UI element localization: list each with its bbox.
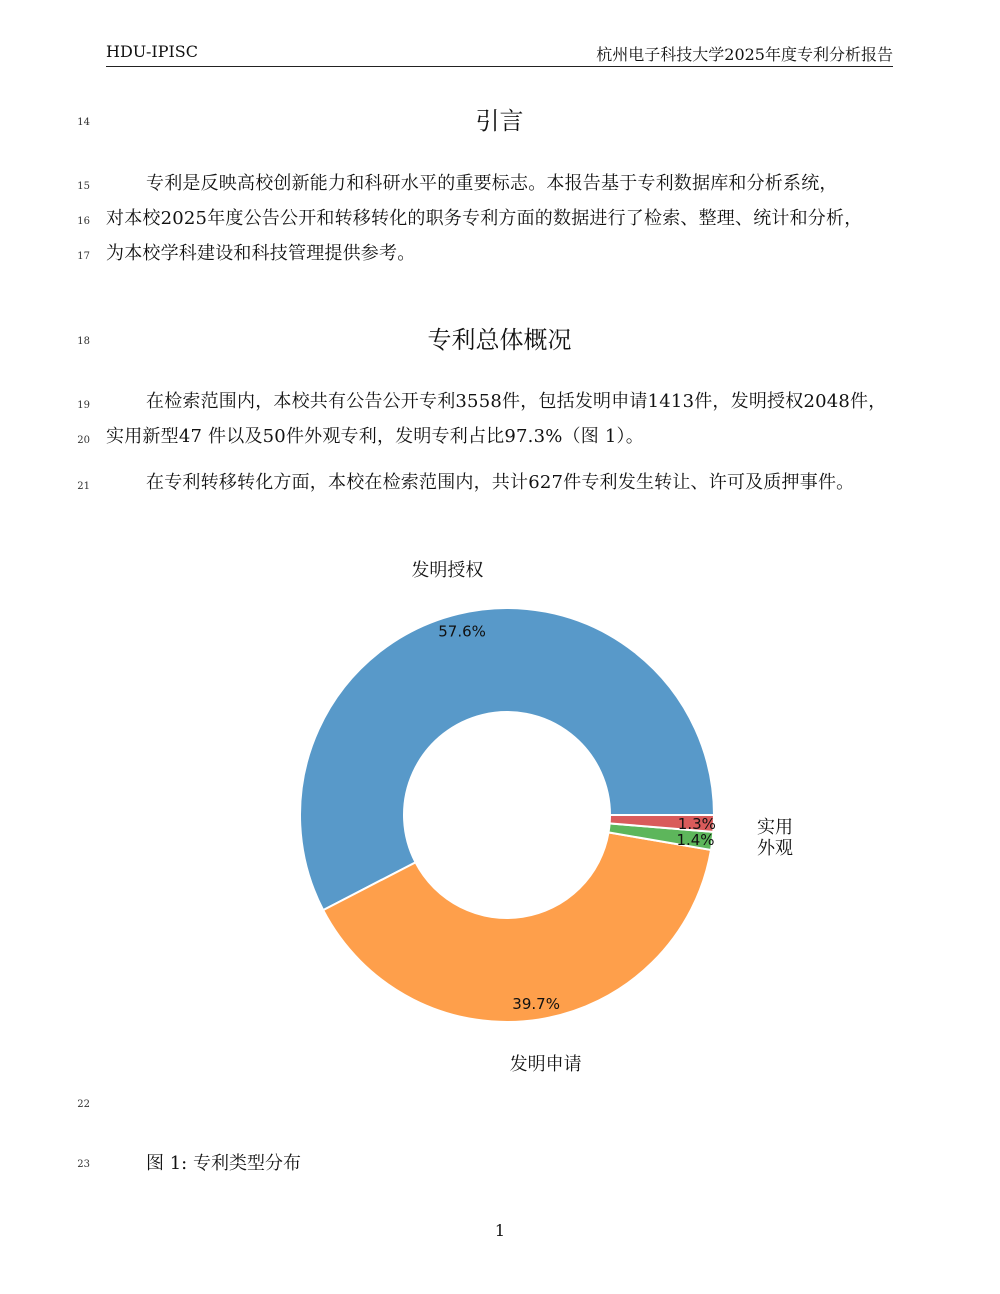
figure-caption: 图 1: 专利类型分布 [146,1153,301,1174]
header-rule [106,66,893,67]
line-number: 22 [77,1099,90,1110]
page-number: 1 [494,1221,506,1240]
utility-model-term: 实用新型 [106,426,179,447]
category-label: 发明授权 [411,560,484,582]
section-title-overview: 专利总体概况 [427,326,572,354]
percent-label: 1.3% [677,814,716,833]
category-label: 实用 [757,817,793,838]
line-number: 14 [77,117,90,128]
line-number: 15 [77,181,90,192]
overview-paragraph-1: 在检索范围内，本校共有公告公开专利3558件，包括发明申请1413件，发明授权2048件， 实用新型47 件以及50件外观专利，发明专利占比97.3%（图 1）。 [106,391,887,447]
percent-label: 57.6% [438,622,486,641]
header-left-text: HDU-IPISC [106,42,198,61]
line-number: 17 [77,251,90,262]
intro-line-2: 对本校2025年度公告公开和转移转化的职务专利方面的数据进行了检索、整理、统计和分析， [106,208,863,229]
overview-paragraph-2: 在专利转移转化方面，本校在检索范围内，共计627件专利发生转让、许可及质押事件。 [146,472,855,493]
line-number: 18 [77,336,90,347]
intro-line-3: 为本校学科建设和科技管理提供参考。 [106,243,416,264]
header-right-text: 杭州电子科技大学2025年度专利分析报告 [596,45,893,64]
section-title-intro: 引言 [475,107,524,135]
patent-type-donut-chart [0,540,1000,1085]
percent-label: 1.4% [676,830,715,849]
line-number: 16 [77,216,90,227]
category-label: 发明申请 [509,1054,582,1076]
category-label: 外观 [757,838,793,859]
line-number: 23 [77,1159,90,1170]
intro-line-1: 专利是反映高校创新能力和科研水平的重要标志。本报告基于专利数据库和分析系统， [146,173,838,194]
line-number: 21 [77,481,90,492]
percent-label: 39.7% [512,994,560,1013]
line-number: 20 [77,435,90,446]
intro-paragraph [106,166,893,271]
line-number: 19 [77,400,90,411]
invention-grant-term: 发明授权 [730,391,804,412]
invention-application-term: 发明申请 [574,391,648,412]
